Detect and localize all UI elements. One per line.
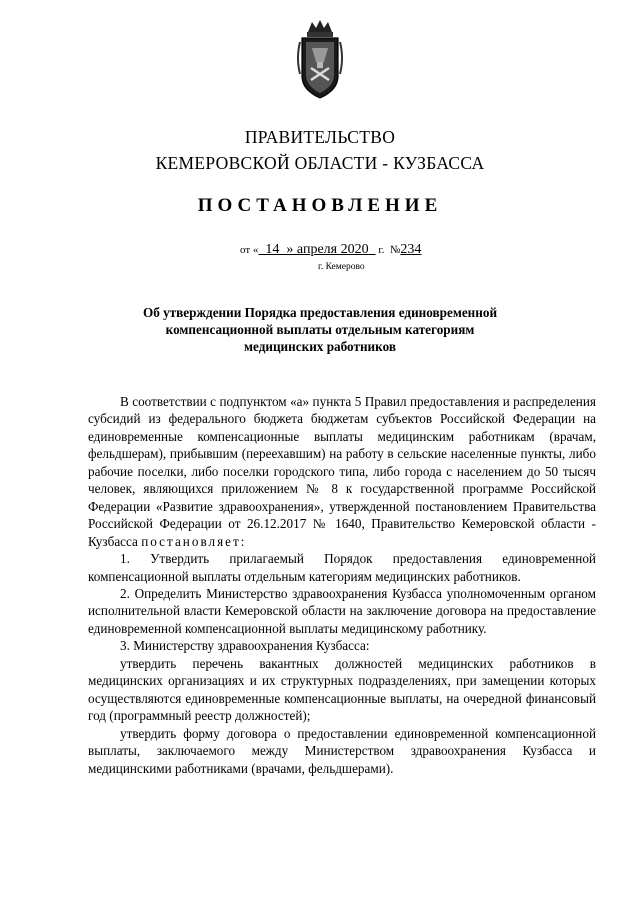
preamble-paragraph: В соответствии с подпунктом «а» пункта 5 Правил предоставления и распределения субсидий из федерального бюджета бюджетам субъектов Российской Федерации на единовременные компенсационные выплаты медицинским работникам (врачам, фельдшерам), прибывшим (переехавшим) на работу в сельские населенные пункты, либо рабочие поселки, либо поселки городского типа, либо города с населением до 50 тысяч человек, являющихся приложением № 8 к государственной программе Российской Федерации «Развитие здравоохранения», утвержденной постановлением Правительства Российской Федерации от 26.12.2017 № 1640, Правительство Кемеровской области - Кузбасса постановляет: — [88, 394, 596, 549]
number-label: № — [389, 244, 401, 256]
clause-3-paragraph: 3. Министерству здравоохранения Кузбасса: — [120, 638, 370, 654]
date-month-year: » апреля 2020 — [286, 242, 369, 257]
subject-line3: медицинских работников — [244, 339, 396, 354]
document-type-title: ПОСТАНОВЛЕНИЕ — [197, 195, 443, 216]
coat-of-arms-icon — [294, 18, 346, 102]
city-label: г. Кемерово — [318, 262, 365, 272]
subject-line2: компенсационной выплаты отдельным категориям — [165, 322, 475, 337]
document-subject — [120, 304, 520, 355]
document-body — [88, 393, 596, 777]
date-year-suffix: г. — [378, 244, 385, 256]
document-date-line — [240, 242, 421, 258]
clause-3-item-1: утвердить перечень вакантных должностей медицинских работников в медицинских организациях и их структурных подразделениях, при замещении которых осуществляются единовременные компенсационные выплаты, на очередной финансовый год (программный реестр должностей); — [88, 655, 596, 724]
document-number: 234 — [400, 242, 422, 257]
government-name-line1: ПРАВИТЕЛЬСТВО — [244, 127, 396, 147]
clause-1-paragraph: 1. Утвердить прилагаемый Порядок предоставления единовременной компенсационной выплаты отдельным категориям медицинских работников. — [88, 551, 596, 584]
date-prefix: от « — [240, 244, 259, 256]
resolves-word: постановляет: — [141, 533, 247, 549]
government-name-line2: КЕМЕРОВСКОЙ ОБЛАСТИ - КУЗБАССА — [155, 153, 485, 173]
clause-2-paragraph: 2. Определить Министерство здравоохранения Кузбасса уполномоченным органом исполнительной власти Кемеровской области на заключение договора на предоставление единовременной компенсационной выплаты медицинскому работнику. — [88, 585, 596, 636]
subject-line1: Об утверждении Порядка предоставления единовременной — [142, 305, 498, 320]
date-day: 14 — [265, 242, 280, 257]
clause-3-item-2: утвердить форму договора о предоставлении единовременной компенсационной выплаты, заключаемого между Министерством здравоохранения Кузбасса и медицинскими работниками (врачами, фельдшерами). — [88, 725, 596, 776]
